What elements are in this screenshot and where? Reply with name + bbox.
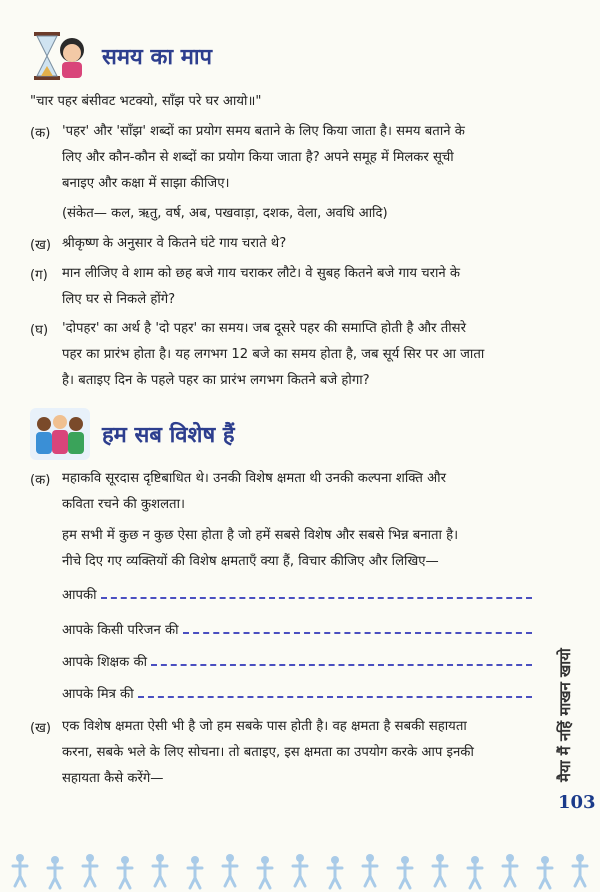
section-title-time: समय का माप xyxy=(102,45,213,70)
question-line: श्रीकृष्ण के अनुसार वे कितने घंटे गाय चराते थे? xyxy=(62,236,287,251)
question-line: है। बताइए दिन के पहले पहर का प्रारंभ लगभग कितने बजे होगा? xyxy=(62,373,370,388)
fill-in-label: आपकी xyxy=(62,588,97,603)
question-marker-gha: (घ) xyxy=(30,323,49,338)
children-group-icon xyxy=(30,408,90,460)
hourglass-girl-icon xyxy=(30,30,90,82)
question-line: पहर का प्रारंभ होता है। यह लगभग 12 बजे का समय होता है, जब सूर्य सिर पर आ जाता xyxy=(62,347,485,362)
section-header-time xyxy=(30,30,212,82)
question-line: 'पहर' और 'साँझ' शब्दों का प्रयोग समय बताने के लिए किया जाता है। समय बताने के xyxy=(62,124,465,139)
question-line: करना, सबके भले के लिए सोचना। तो बताइए, इस क्षमता का उपयोग करके आप इनकी xyxy=(62,745,474,760)
question-line: महाकवि सूरदास दृष्टिबाधित थे। उनकी विशेष क्षमता थी उनकी कल्पना शक्ति और xyxy=(62,471,446,486)
question-line: एक विशेष क्षमता ऐसी भी है जो हम सबके पास होती है। वह क्षमता है सबकी सहायता xyxy=(62,719,467,734)
fill-in-label: आपके किसी परिजन की xyxy=(62,623,179,638)
question-line: कविता रचने की कुशलता। xyxy=(62,497,185,512)
fill-in-row-friend[interactable] xyxy=(62,684,532,702)
question-line: बनाइए और कक्षा में साझा कीजिए। xyxy=(62,176,230,191)
chapter-title-vertical: मैया मैं नहिं माखन खायो xyxy=(556,648,574,782)
question-marker-ka-2: (क) xyxy=(30,473,51,488)
question-line: सहायता कैसे करेंगे— xyxy=(62,771,164,786)
fill-in-label: आपके शिक्षक की xyxy=(62,655,147,670)
question-marker-ga: (ग) xyxy=(30,268,48,283)
question-line: 'दोपहर' का अर्थ है 'दो पहर' का समय। जब दूसरे पहर की समाप्ति होती है और तीसरे xyxy=(62,321,466,336)
question-line: लिए घर से निकले होंगे? xyxy=(62,292,176,307)
fill-in-row-teacher[interactable] xyxy=(62,652,532,670)
question-line: लिए और कौन-कौन से शब्दों का प्रयोग किया जाता है? अपने समूह में मिलकर सूची xyxy=(62,150,454,165)
question-marker-kha-2: (ख) xyxy=(30,721,52,736)
paragraph-line: नीचे दिए गए व्यक्तियों की विशेष क्षमताएँ क्या हैं, विचार कीजिए और लिखिए— xyxy=(62,554,439,569)
section-title-special: हम सब विशेष हैं xyxy=(102,423,235,448)
question-marker-ka: (क) xyxy=(30,126,51,141)
fill-in-label: आपके मित्र की xyxy=(62,687,134,702)
answer-blank[interactable] xyxy=(151,663,532,666)
answer-blank[interactable] xyxy=(183,631,533,634)
hint-text: (संकेत— कल, ऋतु, वर्ष, अब, पखवाड़ा, दशक, वेला, अवधि आदि) xyxy=(62,206,388,221)
dancing-children-footer-icon xyxy=(0,842,600,892)
poem-quote: "चार पहर बंसीवट भटक्यो, साँझ परे घर आयो॥" xyxy=(30,94,262,109)
section-header-special xyxy=(30,408,235,460)
page-number: 103 xyxy=(558,792,596,813)
fill-in-row-you[interactable] xyxy=(62,585,532,603)
answer-blank[interactable] xyxy=(101,596,532,599)
answer-blank[interactable] xyxy=(138,695,532,698)
paragraph-line: हम सभी में कुछ न कुछ ऐसा होता है जो हमें सबसे विशेष और सबसे भिन्न बनाता है। xyxy=(62,528,459,543)
fill-in-row-family[interactable] xyxy=(62,620,532,638)
question-marker-kha: (ख) xyxy=(30,238,52,253)
question-line: मान लीजिए वे शाम को छह बजे गाय चराकर लौटे। वे सुबह कितने बजे गाय चराने के xyxy=(62,266,461,281)
